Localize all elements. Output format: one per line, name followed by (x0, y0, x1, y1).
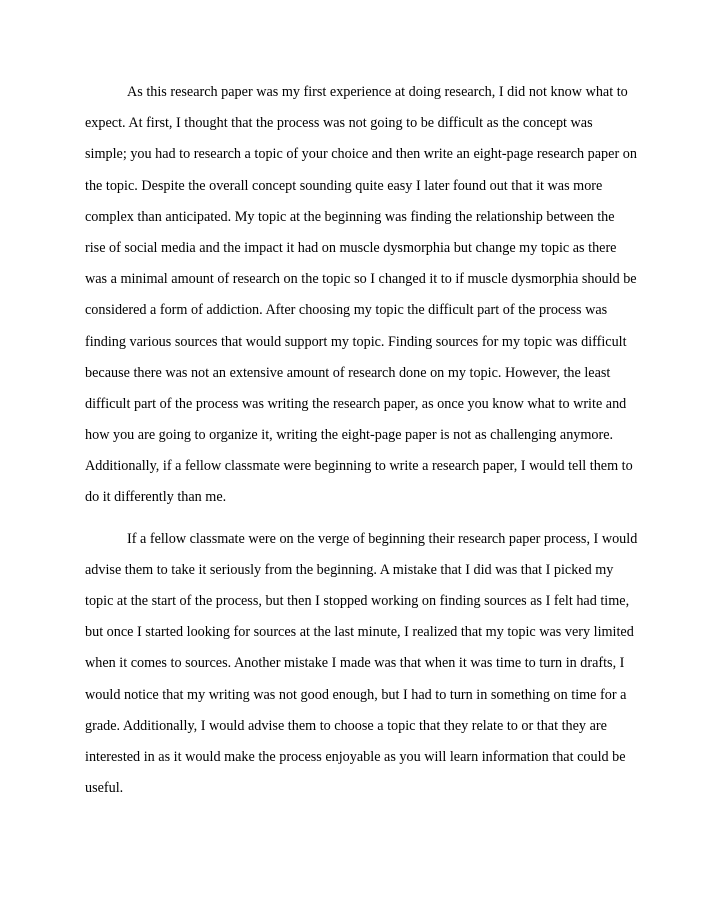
paragraph-line: difficult part of the process was writing the research paper, as once you know what to write and (85, 395, 627, 412)
paragraph-line: how you are going to organize it, writing the eight-page paper is not as challenging anymore. (85, 427, 614, 444)
paragraph-line: but once I started looking for sources at the last minute, I realized that my topic was very limited (85, 624, 634, 641)
paragraph-line: interested in as it would make the process enjoyable as you will learn information that could be (85, 748, 626, 765)
paragraph-line: would notice that my writing was not good enough, but I had to turn in something on time for a (85, 686, 627, 703)
paragraph-line: useful. (85, 780, 124, 797)
paragraph-1 (85, 77, 639, 514)
paragraph-line: considered a form of addiction. After choosing my topic the difficult part of the process was (85, 302, 608, 319)
paragraph-line: If a fellow classmate were on the verge of beginning their research paper process, I would (127, 530, 638, 547)
paragraph-line: topic at the start of the process, but then I stopped working on finding sources as I felt had time, (85, 593, 630, 609)
paragraph-line: the topic. Despite the overall concept sounding quite easy I later found out that it was more (85, 177, 603, 194)
paragraph-line: finding various sources that would support my topic. Finding sources for my topic was difficult (85, 333, 627, 350)
paragraph-line: expect. At first, I thought that the process was not going to be difficult as the concept was (85, 115, 593, 132)
paragraph-line: was a minimal amount of research on the topic so I changed it to if muscle dysmorphia should be (85, 271, 637, 288)
paragraph-2 (85, 524, 639, 805)
paragraph-line: Additionally, if a fellow classmate were beginning to write a research paper, I would tell them to (85, 458, 633, 475)
paragraph-line: do it differently than me. (85, 489, 227, 506)
paragraph-line: As this research paper was my first experience at doing research, I did not know what to (127, 84, 628, 100)
paragraph-line: grade. Additionally, I would advise them to choose a topic that they relate to or that they are (85, 717, 607, 734)
document-body (85, 77, 639, 804)
paragraph-line: complex than anticipated. My topic at the beginning was finding the relationship between the (85, 208, 615, 225)
paragraph-line: because there was not an extensive amount of research done on my topic. However, the least (85, 364, 611, 381)
paragraph-line: rise of social media and the impact it had on muscle dysmorphia but change my topic as there (85, 239, 617, 256)
paragraph-line: when it comes to sources. Another mistake I made was that when it was time to turn in drafts, I (85, 655, 625, 672)
paragraph-line: advise them to take it seriously from the beginning. A mistake that I did was that I picked my (85, 561, 614, 578)
paragraph-line: simple; you had to research a topic of your choice and then write an eight-page research paper on (85, 146, 637, 163)
